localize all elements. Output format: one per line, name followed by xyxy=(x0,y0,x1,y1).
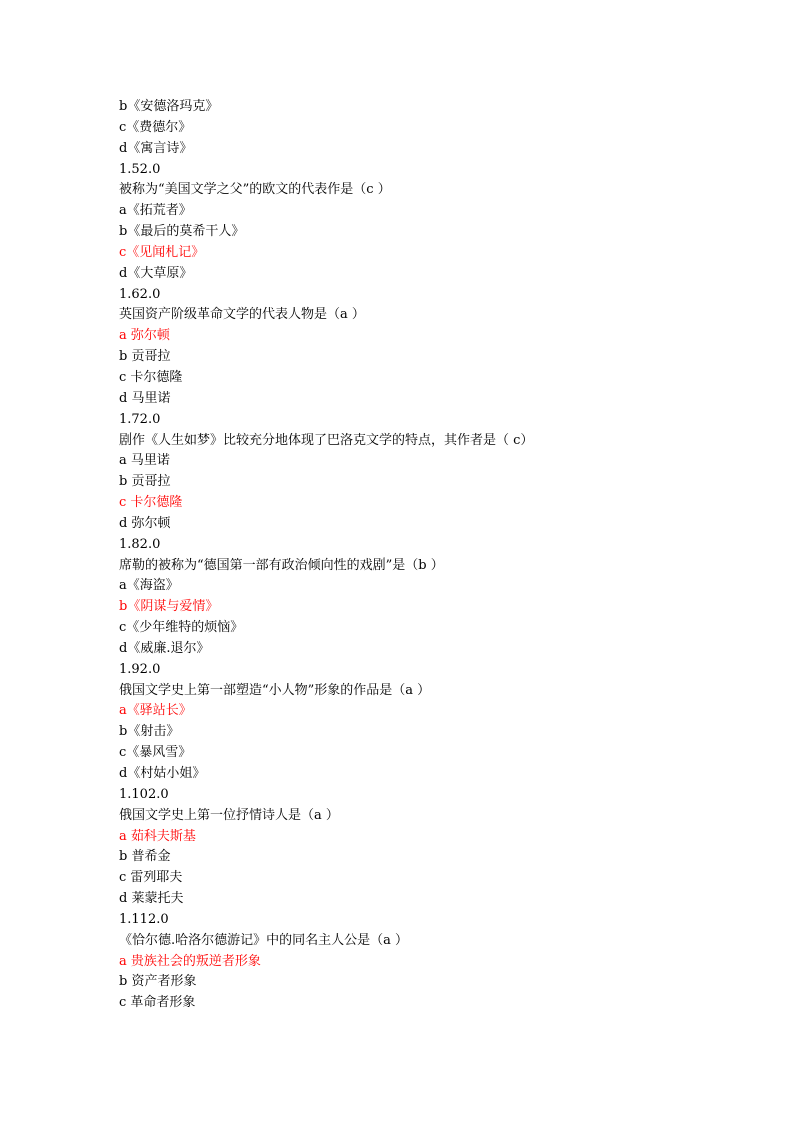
question-number: 1.62.0 xyxy=(119,286,161,302)
question-text: 俄国文学史上第一部塑造“小人物”形象的作品是（a ） xyxy=(119,682,431,698)
option-line: c 雷列耶夫 xyxy=(119,870,183,886)
correct-answer-line: a 弥尔顿 xyxy=(119,328,170,344)
option-line: d《大草原》 xyxy=(119,265,193,281)
option-line: c《费德尔》 xyxy=(119,119,192,135)
option-line: d《村姑小姐》 xyxy=(119,766,206,781)
option-line: d《威廉.退尔》 xyxy=(119,640,210,656)
option-line: b 贡哥拉 xyxy=(119,474,171,490)
option-line: b《射击》 xyxy=(119,724,180,740)
option-line: b 贡哥拉 xyxy=(119,349,171,365)
option-line: c《暴风雪》 xyxy=(119,745,192,761)
option-line: d 莱蒙托夫 xyxy=(119,891,184,907)
question-text: 剧作《人生如梦》比较充分地体现了巴洛克文学的特点，其作者是（ c） xyxy=(119,432,534,448)
option-line: d 马里诺 xyxy=(119,390,171,406)
option-line: a《拓荒者》 xyxy=(119,203,192,219)
question-number: 1.112.0 xyxy=(119,911,169,927)
question-text: 《恰尔德.哈洛尔德游记》中的同名主人公是（a ） xyxy=(119,932,409,948)
question-text: 俄国文学史上第一位抒情诗人是（a ） xyxy=(119,807,339,823)
correct-answer-line: c《见闻札记》 xyxy=(119,244,205,260)
correct-answer-line: a《驿站长》 xyxy=(119,703,192,719)
question-text: 被称为“美国文学之父”的欧文的代表作是（c ） xyxy=(119,182,391,198)
question-text: 英国资产阶级革命文学的代表人物是（a ） xyxy=(119,307,365,323)
question-number: 1.82.0 xyxy=(119,536,161,552)
option-line: a 马里诺 xyxy=(119,453,170,469)
correct-answer-line: a 茹科夫斯基 xyxy=(119,828,196,844)
question-number: 1.72.0 xyxy=(119,411,161,427)
option-line: c 革命者形象 xyxy=(119,995,196,1011)
option-line: b 资产者形象 xyxy=(119,974,197,990)
correct-answer-line: b《阴谋与爱情》 xyxy=(119,599,219,615)
correct-answer-line: c 卡尔德隆 xyxy=(119,495,183,511)
option-line: b《最后的莫希干人》 xyxy=(119,224,245,240)
option-line: c《少年维特的烦恼》 xyxy=(119,620,244,636)
option-line: d 弥尔顿 xyxy=(119,515,171,531)
option-line: c 卡尔德隆 xyxy=(119,369,183,385)
option-line: a《海盗》 xyxy=(119,578,179,594)
document-body xyxy=(119,97,739,1014)
question-number: 1.92.0 xyxy=(119,661,161,677)
question-number: 1.52.0 xyxy=(119,161,161,177)
option-line: d《寓言诗》 xyxy=(119,140,193,156)
option-line: b 普希金 xyxy=(119,849,171,865)
option-line: b《安德洛玛克》 xyxy=(119,99,219,114)
question-text: 席勒的被称为“德国第一部有政治倾向性的戏剧”是（b ） xyxy=(119,557,444,573)
question-number: 1.102.0 xyxy=(119,786,169,802)
correct-answer-line: a 贵族社会的叛逆者形象 xyxy=(119,953,261,969)
